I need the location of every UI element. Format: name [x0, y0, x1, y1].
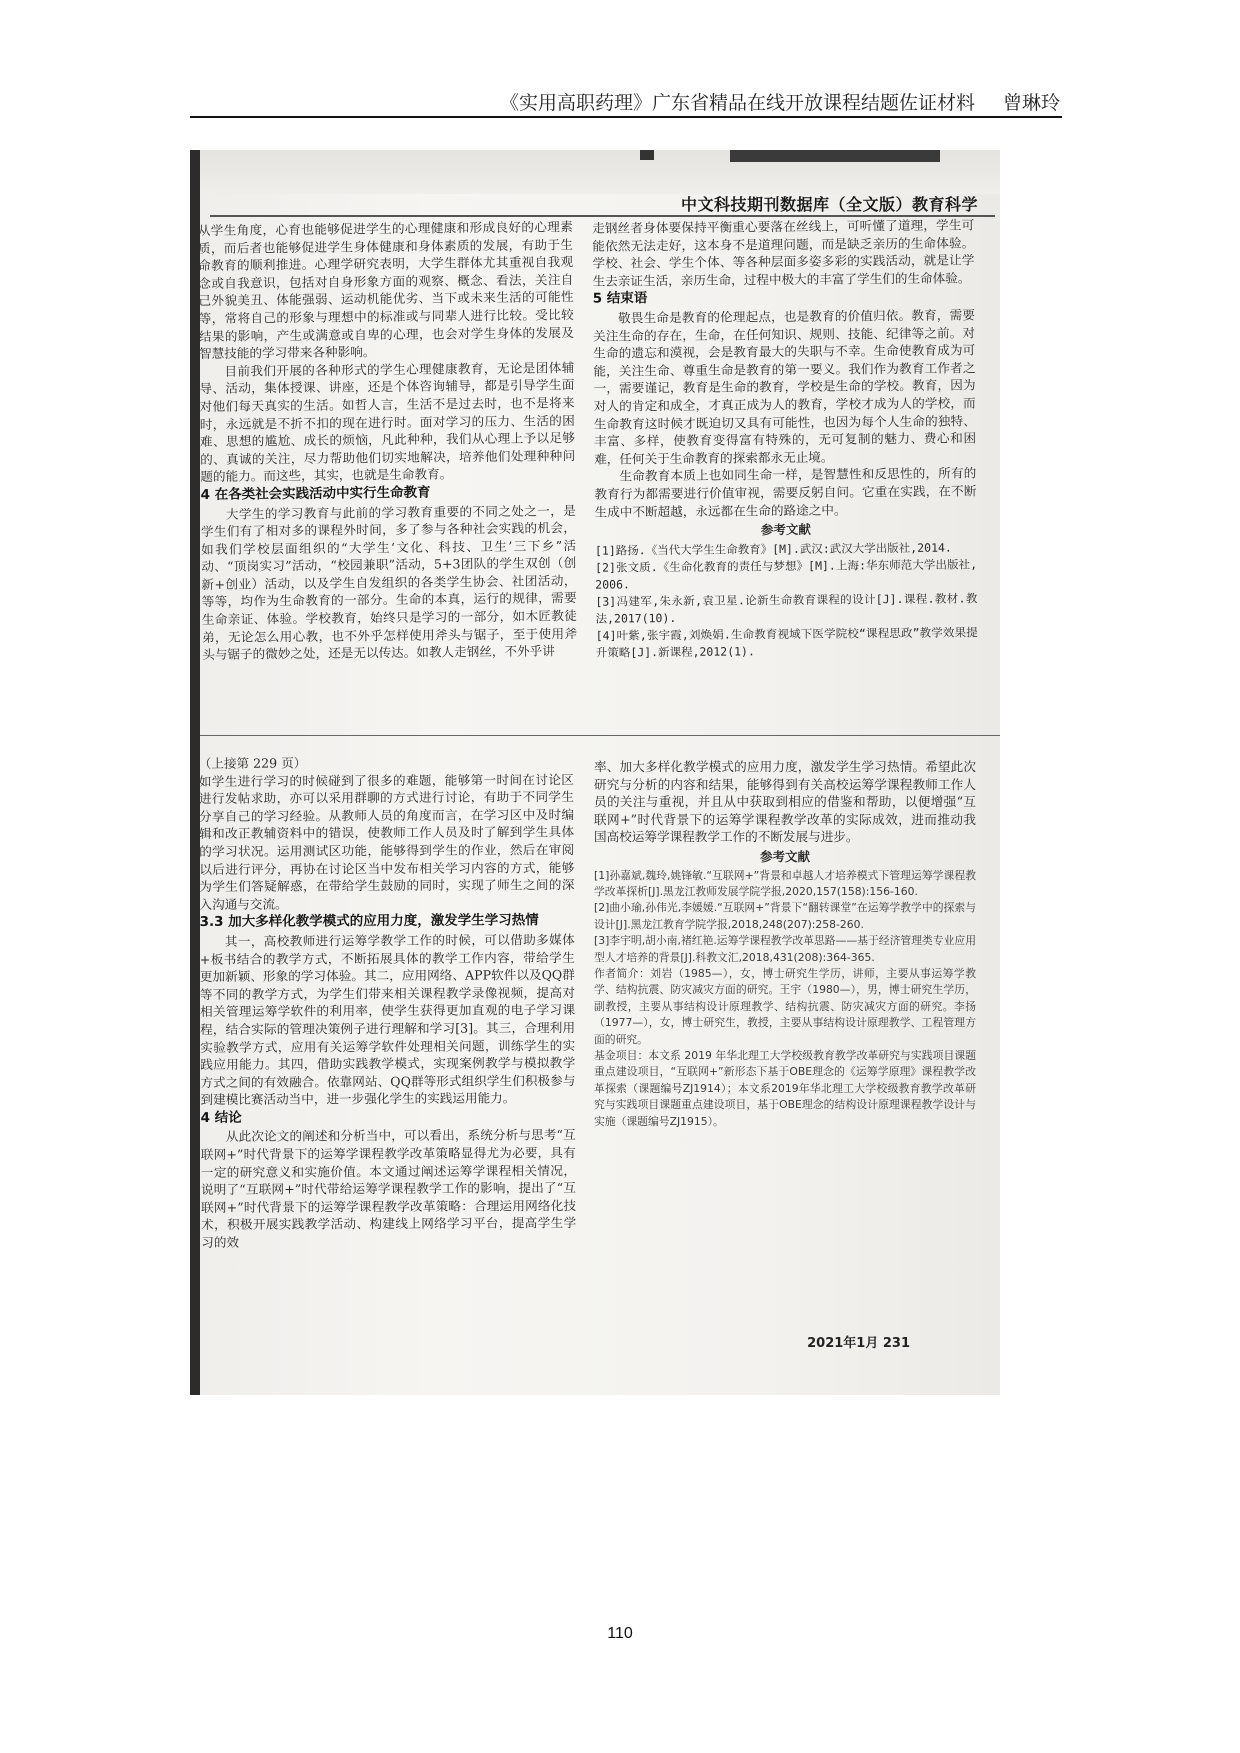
reference-item: [4]叶紫,张宇霞,刘焕娟.生命教育视域下医学院校“课程思政”教学效果提升策略[J].新课程,2012(1).: [595, 625, 978, 660]
section-heading: 4 在各类社会实践活动中实行生命教育: [200, 484, 431, 503]
upper-left-column: [198, 218, 578, 664]
reference-item: [3]冯建军,朱永新,袁卫星.论新生命教育课程的设计[J].课程.教材.教法,2017(10).: [595, 591, 978, 626]
continued-note: （上接第 229 页）: [198, 755, 307, 771]
paragraph: 走钢丝者身体要保持平衡重心要落在丝线上，可听懂了道理，学生可能依然无法走好，这本身不是道理问题，而是缺乏亲历的生命体验。学校、社会、学生个体、等各种层面多姿多彩的实践活动，就是让学生去亲证生活，亲历生命，过程中极大的丰富了学生们的生命体验。: [592, 217, 975, 289]
reference-item: [1]路扬.《当代大学生生命教育》[M].武汉:武汉大学出版社,2014.: [594, 540, 952, 558]
header-title: 《实用高职药理》广东省精品在线开放课程结题佐证材料: [499, 92, 975, 114]
paragraph: 从此次论文的阐述和分析当中，可以看出，系统分析与思考“互联网+”时代背景下的运筹学课程教学改革策略显得尤为必要，具有一定的研究意义和实施价值。本文通过阐述运筹学课程相关情况，说明了“互联网+”时代带给运筹学课程教学工作的影响，提出了“互联网+”时代背景下的运筹学课程教学改革策略：合理运用网络化技术，积极开展实践教学活动、构建线上网络学习平台，提高学生学习的效: [200, 1127, 577, 1251]
reference-item: [2]曲小瑜,孙伟光,李媛媛.“互联网+”背景下“翻转课堂”在运筹学教学中的探索与设计[J].黑龙江教育学院学报,2018,248(207):258-260.: [594, 901, 976, 931]
scan-page-footer: 2021年1月 231: [807, 1336, 910, 1351]
section-heading: 3.3 加大多样化教学模式的应用力度，激发学生学习热情: [199, 912, 539, 931]
header-author: 曾琳玲: [1002, 92, 1060, 114]
article-divider: [200, 735, 1000, 736]
fund-note: 基金项目：本文系 2019 年华北理工大学校级教育教学改革研究与实践项目课题重点建设项目，“互联网+”新形态下基于OBE理念的《运筹学原理》课程教学改革探索（课题编号ZJ1914）；本文系2019年华北理工大学校级教育教学改革研究与实践项目课题重点建设项目，基于OBE理念的结构设计原理课程教学设计与实施（课题编号ZJ1915）。: [594, 1049, 976, 1128]
author-bio: 作者简介：刘岩（1985—），女，博士研究生学历，讲师，主要从事运筹学教学、结构抗震、防灾减灾方面的研究。王宇（1980—），男，博士研究生学历，副教授，主要从事结构设计原理教学、结构抗震、防灾减灾方面的研究。李扬（1977—），女，博士研究生，教授，主要从事结构设计原理教学、工程管理方面的研究。: [594, 967, 976, 1046]
references-title: 参考文献: [760, 521, 811, 538]
lower-right-column: [594, 758, 976, 1130]
paragraph: 目前我们开展的各种形式的学生心理健康教育，无论是团体辅导、活动，集体授课、讲座，还是个体咨询辅导，都是引导学生面对他们每天真实的生活。如哲人言，生活不是过去时，也不是将来时，永远就是不折不扣的现在进行时。面对学习的压力、生活的困难、思想的尴尬、成长的烦恼，凡此种种，我们从心理上予以足够的、真诚的关注，尽力帮助他们切实地解决，培养他们处理种种问题的能力。而这些，其实，也就是生命教育。: [199, 359, 576, 485]
scanned-page-image: [190, 150, 1000, 1395]
paragraph: 敬畏生命是教育的伦理起点，也是教育的价值归依。教育，需要关注生命的存在，生命，在任何知识、规则、技能、纪律等之前。对生命的遗忘和漠视，会是教育最大的失职与不幸。生命使教育成为可能，关注生命、尊重生命是教育的第一要义。我们作为教育工作者之一，需要谨记，教育是生命的教育，学校是生命的学校。教育，因为对人的肯定和成全，才真正成为人的教育，学校才成为人的学校，而生命教育这时候才既迫切又具有可能性，也因为每个人生命的独特、丰富、多样，使教育变得富有特殊的，无可复制的魅力、费心和困难，任何关于生命教育的探索都永无止境。: [593, 307, 977, 467]
lower-left-column: [199, 753, 577, 1252]
paragraph: 其一，高校教师进行运筹学教学工作的时候，可以借助多媒体+板书结合的教学方式，不断拓展具体的教学工作内容，带给学生更加新颖、形象的学习体验。其二，应用网络、APP软件以及QQ群等不同的教学方式，为学生们带来相关课程教学录像视频，提高对相关管理运筹学软件的利用率，使学生获得更加直观的电子学习课程，结合实际的管理决策例子进行理解和学习[3]。其三，合理利用实验教学方式，应用有关运筹学软件处理相关问题，训练学生的实践应用能力。其四，借助实践教学模式，实现案例教学与模拟教学方式之间的有效融合。依靠网站、QQ群等形式组织学生们积极参与到建模比赛活动当中，进一步强化学生的实践运用能力。: [199, 931, 576, 1108]
paragraph: 大学生的学习教育与此前的学习教育重要的不同之处之一，是学生们有了相对多的课程外时间，多了参与各种社会实践的机会，如我们学校层面组织的“大学生‘文化、科技、卫生’三下乡”活动、“顶岗实习”活动，“校园兼职”活动，5+3团队的学生双创（创新+创业）活动，以及学生自发组织的各类学生协会、社团活动，等等，均作为生命教育的一部分。生命的本真，运行的规律，需要生命亲证、体验。学校教育，始终只是学习的一部分，如木匠教徒弟，无论怎么用心教，也不外乎怎样使用斧头与锯子，至于使用斧头与锯子的微妙之处，还是无以传达。如教人走钢丝，不外乎讲: [200, 502, 578, 663]
scan-artifact: [730, 150, 940, 162]
journal-name: 中文科技期刊数据库（全文版）教育科学: [680, 195, 978, 214]
paragraph: 率、加大多样化教学模式的应用力度，激发学生学习热情。希望此次研究与分析的内容和结果，能够得到有关高校运筹学课程教师工作人员的关注与重视，并且从中获取到相应的借鉴和帮助，以便增强“互联网+”时代背景下的运筹学课程教学改革的实际成效，进而推动我国高校运筹学课程教学工作的不断发展与进步。: [594, 759, 976, 845]
section-heading: 5 结束语: [592, 290, 648, 308]
section-heading: 4 结论: [200, 1109, 242, 1126]
scan-artifact: [640, 150, 654, 160]
reference-item: [2]张文质.《生命化教育的责任与梦想》[M].上海:华东师范大学出版社,2006.: [595, 557, 978, 592]
header-divider: [190, 116, 1062, 118]
scan-top-band: [200, 150, 1000, 194]
paragraph: 生命教育本质上也如同生命一样，是智慧性和反思性的，所有的教育行为都需要进行价值审视，需要反躬自问。它重在实践，在不断生成中不断超越，永远都在生命的路途之中。: [594, 465, 977, 520]
reference-item: [3]李宇明,胡小南,褚红艳.运筹学课程教学改革思路——基于经济管理类专业应用型人才培养的背景[J].科教文汇,2018,431(208):364-365.: [594, 934, 976, 964]
page-header: [190, 88, 1060, 116]
page-number: 110: [607, 1625, 633, 1642]
references-title: 参考文献: [759, 848, 810, 864]
paragraph: 从学生角度，心育也能够促进学生的心理健康和形成良好的心理素质，而后者也能够促进学生身体健康和身体素质的发展，有助于生命教育的顺利推进。心理学研究表明，大学生群体尤其重视自我观念或自我意识，包括对自身形象方面的观察、概念、看法，关注自己外貌美丑、体能强弱、运动机能优劣、当下或未来生活的可能性等，常将自己的形象与理想中的标准或与同辈人进行比较。受比较结果的影响，产生或满意或自卑的心理，也会对学生身体的发展及智慧技能的学习带来各种影响。: [197, 219, 574, 362]
upper-right-column: [592, 216, 978, 661]
paragraph: 如学生进行学习的时候碰到了很多的难题，能够第一时间在讨论区进行发帖求助，亦可以采用群聊的方式进行讨论，有助于不同学生分享自己的学习经验。从教师人员的角度而言，在学习区中及时编辑和改正教辅资料中的错误，使教师工作人员及时了解到学生具体的学习状况。运用测试区功能，能够得到学生的作业，然后在审阅以后进行评分，再协在讨论区当中发布相关学习内容的方式，能够为学生们答疑解惑，在带给学生鼓励的同时，实现了师生之间的深入沟通与交流。: [198, 771, 575, 912]
reference-item: [1]孙嘉斌,魏玲,姚锋敏.“互联网+”背景和卓越人才培养模式下管理运筹学课程教学改革探析[J].黑龙江教师发展学院学报,2020,157(158):156-160.: [594, 868, 976, 898]
